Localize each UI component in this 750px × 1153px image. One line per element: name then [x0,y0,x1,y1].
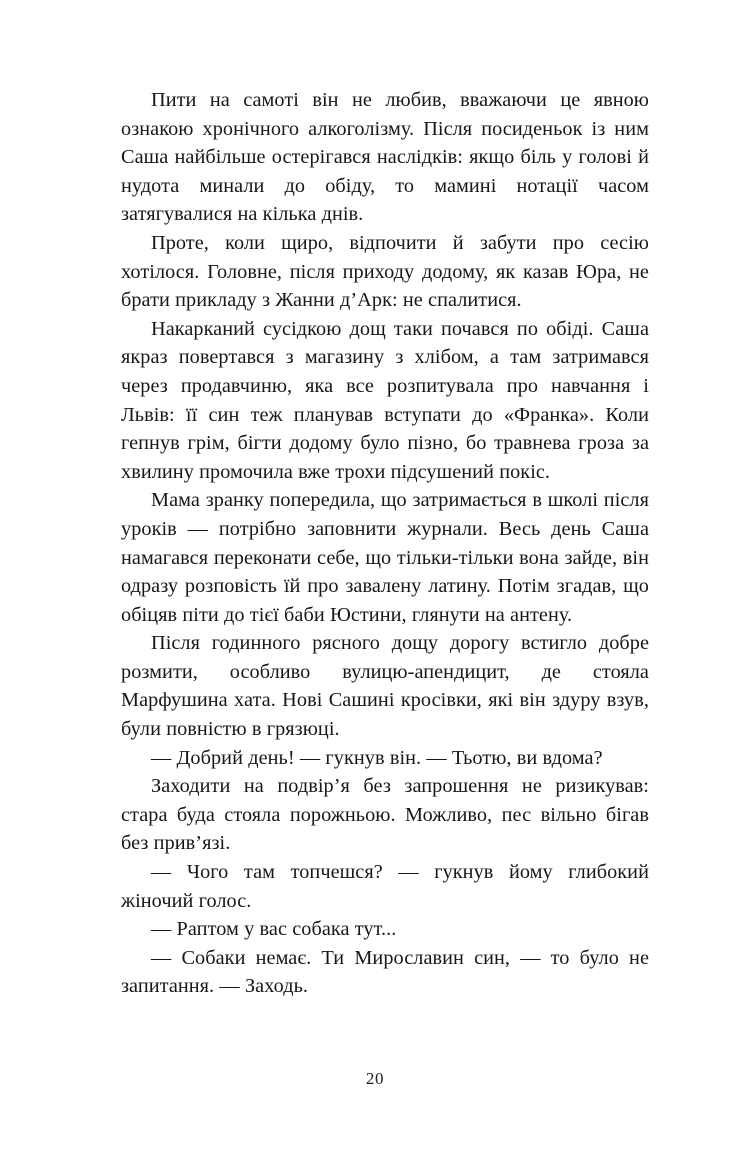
page-number: 20 [365,1069,385,1088]
paragraph-dialogue: — Раптом у вас собака тут... [151,918,397,941]
paragraph-dialogue: — Добрий день! — гукнув він. — Тьотю, ви вдома? [151,746,603,769]
paragraph-dialogue: — Собаки немає. Ти Мирославин син, — то було не запитання. — Заходь. [121,946,649,998]
paragraph: Після годинного рясного дощу дорогу встигло добре розмити, особливо вулицю-апендицит, де стояла Марфушина хата. Нові Сашині кросівки, які він здуру взув, були повністю в грязюці. [121,632,649,741]
paragraph: Мама зранку попередила, що затримається в школі після уроків — потрібно заповнити журнали. Весь день Саша намагався переконати себе, що тільки-тільки вона зайде, він одразу розповість їй про завалену латину. Потім згадав, що обіцяв піти до тієї баби Юстини, глянути на антену. [121,489,649,626]
paragraph: Накарканий сусідкою дощ таки почався по обіді. Саша якраз повертався з магазину з хлібом, а там затримався через продавчиню, яка все розпитувала про навчання і Львів: її син теж планував вступати до «Франка». Коли гепнув грім, бігти додому було пізно, бо травнева гроза за хвилину промочила вже трохи підсушений покіс. [121,317,649,483]
body-text-block [121,86,649,1001]
paragraph: Проте, коли щиро, відпочити й забути про сесію хотілося. Головне, після приходу додому, як казав Юра, не брати прикладу з Жанни д’Арк: не спалитися. [121,231,649,312]
paragraph: Пити на самоті він не любив, вважаючи це явною ознакою хронічного алкоголізму. Після посиденьок із ним Саша найбільше остерігався наслідків: якщо біль у голові й нудота минали до обіду, то мамині нотації часом затягувалися на кілька днів. [121,89,649,226]
paragraph: Заходити на подвір’я без запрошення не ризикував: стара буда стояла порожньою. Можливо, пес вільно бігав без прив’язі. [121,775,649,855]
paragraph-dialogue: — Чого там топчешся? — гукнув йому глибокий жіночий голос. [121,861,649,912]
